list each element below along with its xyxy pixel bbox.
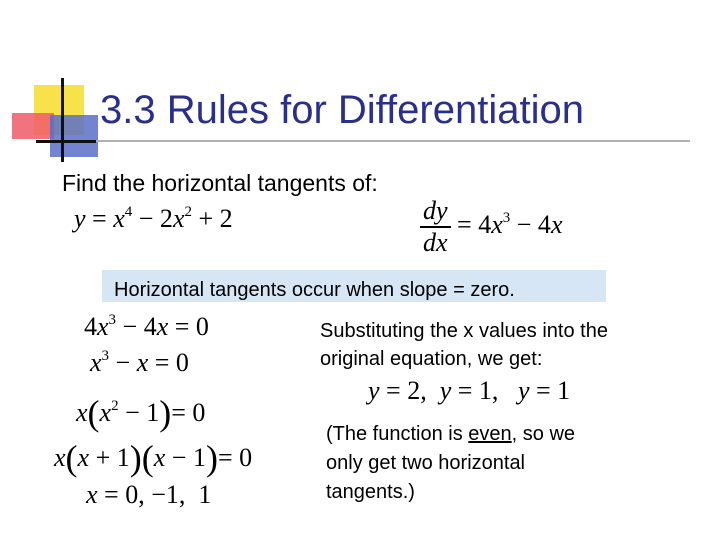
remark-post: , so we: [511, 423, 576, 445]
derivative-equation: $\frac{dy}{dx}$ = $4x^3 - 4x$: [420, 196, 562, 258]
substitute-line-1: Substituting the x values into the: [320, 320, 608, 342]
remark-pre: (The function is: [326, 423, 469, 445]
decor-red-bar: [12, 113, 54, 139]
remark-line-2: only get two horizontal: [326, 452, 526, 474]
remark-line-3: tangents.): [326, 481, 415, 503]
function-equation: $y = x^4 - 2x^2 + 2$: [74, 204, 233, 233]
step-2: $x^3 - x = 0$: [90, 348, 189, 377]
step-5: x = 0, −1, 1: [86, 480, 212, 509]
decor-horizontal-line: [36, 140, 96, 143]
slide-title: 3.3 Rules for Differentiation: [100, 88, 584, 132]
substitute-line-2: original equation, we get:: [320, 348, 543, 370]
decor-vertical-line: [61, 78, 64, 162]
step-4: x(x + 1)(x − 1)= 0: [54, 438, 253, 478]
prompt-text: Find the horizontal tangents of:: [62, 170, 378, 196]
decor-blue-square: [50, 115, 98, 157]
step-1: $4x^3 - 4x = 0$: [84, 312, 209, 341]
remark-line-1: [326, 423, 575, 446]
note-text: Horizontal tangents occur when slope = zero.: [114, 279, 515, 301]
remark-emphasis: even: [468, 423, 512, 445]
results-equation: y = 2, y = 1, y = 1: [368, 376, 571, 405]
title-underline: [36, 140, 690, 142]
step-3: $x(x^2 - 1)= 0$: [76, 393, 206, 433]
